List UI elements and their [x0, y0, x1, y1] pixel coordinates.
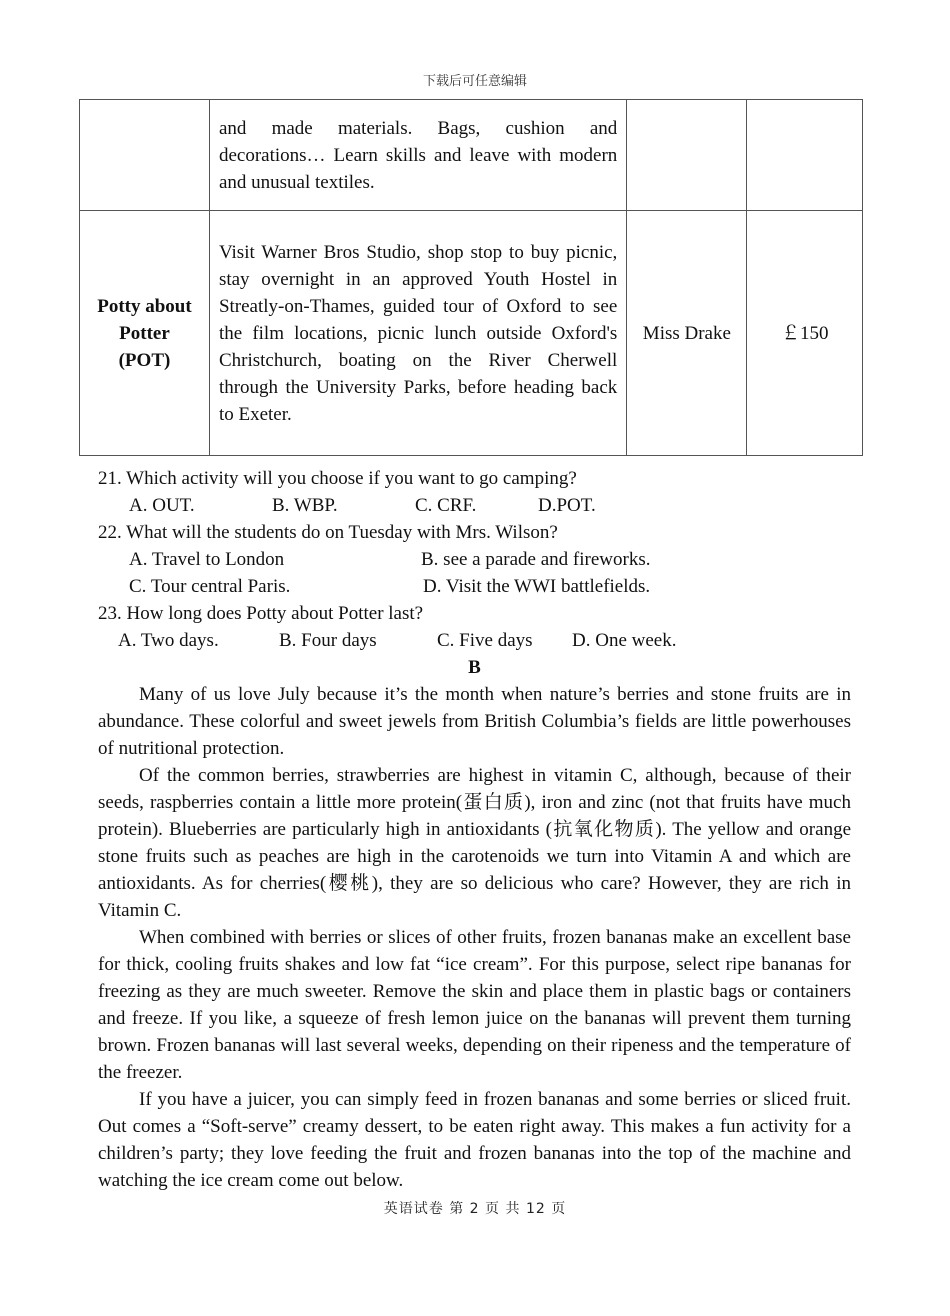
activity-cost-cell: ￡150 — [747, 211, 863, 456]
activity-name-line: Potter — [119, 322, 170, 344]
activity-description-cell: and made materials. Bags, cushion and decorations… Learn skills and leave with modern and unusual textiles. — [209, 100, 626, 211]
table-row — [80, 211, 863, 456]
option-d: D.POT. — [538, 495, 596, 516]
activity-teacher-cell — [627, 100, 747, 211]
activity-description-cell: Visit Warner Bros Studio, shop stop to buy picnic, stay overnight in an approved Youth Hostel in Streatly-on-Thames, guided tour of Oxford to see the film locations, picnic lunch outside Oxford's Christchurch, boating on the River Cherwell through the University Parks, before heading back to Exeter. — [209, 211, 626, 456]
activity-name-line: Potty about — [97, 295, 192, 317]
passage-paragraph: When combined with berries or slices of other fruits, frozen bananas make an excellent base for thick, cooling fruits shakes and low fat “ice cream”. For this purpose, select ripe bananas for freezing as they are much sweeter. Remove the skin and place them in plastic bags or containers and freeze. If you like, a squeeze of fresh lemon juice on the bananas will prevent them turning brown. Frozen bananas will last several weeks, depending on their ripeness and the temperature of the freezer. — [98, 927, 851, 1083]
option-c: C. CRF. — [415, 495, 477, 516]
question-22-options — [98, 573, 851, 600]
option-c: C. Tour central Paris. — [129, 576, 291, 597]
question-21-options — [98, 492, 851, 519]
option-a: A. Travel to London — [129, 549, 285, 570]
passage-paragraph: Many of us love July because it’s the month when nature’s berries and stone fruits are in abundance. These colorful and sweet jewels from British Columbia’s fields are little powerhouses of nutritional protection. — [98, 684, 851, 759]
option-d: D. Visit the WWI battlefields. — [423, 576, 651, 597]
question-23-options — [98, 627, 851, 654]
question-23: 23. How long does Potty about Potter last? — [98, 603, 424, 624]
activity-teacher-cell: Miss Drake — [627, 211, 747, 456]
activity-name-line: (POT) — [118, 349, 171, 371]
option-b: B. WBP. — [272, 495, 338, 516]
main-content — [98, 465, 851, 1194]
table-row — [80, 100, 863, 211]
option-b: B. Four days — [279, 630, 377, 651]
question-22-options — [98, 546, 851, 573]
option-b: B. see a parade and fireworks. — [421, 549, 651, 570]
passage-paragraph: Of the common berries, strawberries are highest in vitamin C, although, because of their seeds, raspberries contain a little more protein(蛋白质), iron and zinc (not that fruits have much protein). Blueberries are particularly high in antioxidants (抗氧化物质). The yellow and orange stone fruits such as peaches are high in the carotenoids we turn into Vitamin A and which are antioxidants. As for cherries(樱桃), they are so delicious who care? However, they are rich in Vitamin C. — [98, 765, 851, 921]
question-22: 22. What will the students do on Tuesday with Mrs. Wilson? — [98, 522, 558, 543]
option-a: A. Two days. — [118, 630, 219, 651]
option-a: A. OUT. — [129, 495, 195, 516]
page-footer: 英语试卷 第 2 页 共 12 页 — [383, 1201, 567, 1217]
activity-name-cell — [80, 100, 210, 211]
passage-paragraph: If you have a juicer, you can simply feed in frozen bananas and some berries or sliced fruit. Out comes a “Soft-serve” creamy dessert, to be eaten right away. This makes a fun activity for a children’s party; they love feeding the fruit and frozen bananas into the top of the machine and watching the ice cream come out below. — [98, 1089, 851, 1191]
activity-table — [79, 99, 863, 456]
activity-name-cell — [80, 211, 210, 456]
page-header: 下载后可任意编辑 — [422, 74, 527, 89]
option-c: C. Five days — [437, 630, 533, 651]
option-d: D. One week. — [572, 630, 677, 651]
activity-cost-cell — [747, 100, 863, 211]
section-heading: B — [468, 657, 481, 678]
question-21: 21. Which activity will you choose if you want to go camping? — [98, 468, 577, 489]
